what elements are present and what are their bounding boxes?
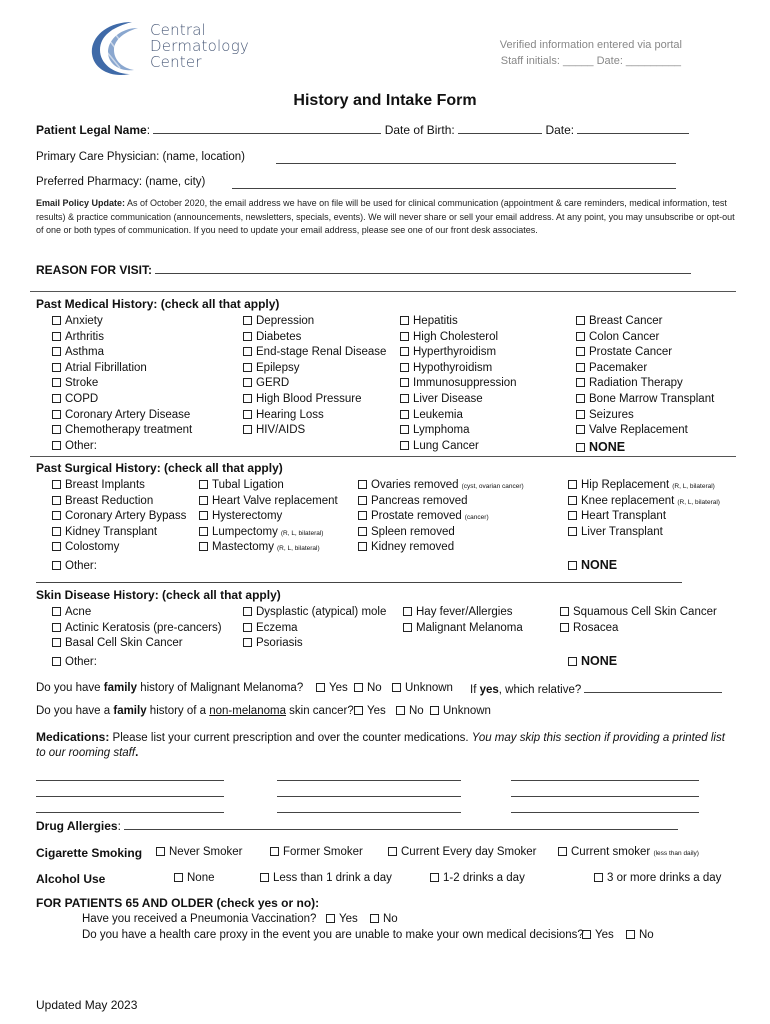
checkbox-icon[interactable] xyxy=(430,706,439,715)
checkbox-option[interactable]: Depression xyxy=(243,315,314,327)
checkbox-icon[interactable] xyxy=(52,561,61,570)
checkbox-option[interactable]: High Blood Pressure xyxy=(243,393,361,405)
checkbox-option[interactable]: Malignant Melanoma xyxy=(403,622,523,634)
checkbox-icon[interactable] xyxy=(243,394,252,403)
family-nonmelanoma-unknown[interactable]: Unknown xyxy=(430,705,491,717)
checkbox-option[interactable]: Pacemaker xyxy=(576,362,647,374)
checkbox-option[interactable]: Pancreas removed xyxy=(358,495,468,507)
checkbox-icon[interactable] xyxy=(52,607,61,616)
checkbox-icon[interactable] xyxy=(576,332,585,341)
medication-line-field[interactable] xyxy=(36,770,224,781)
checkbox-icon[interactable] xyxy=(560,607,569,616)
skin-other-option[interactable]: Other: xyxy=(52,656,97,668)
family-melanoma-question: Do you have family history of Malignant Melanoma? xyxy=(36,682,304,694)
checkbox-icon[interactable] xyxy=(392,683,401,692)
allergies-row: Drug Allergies: xyxy=(36,819,678,833)
checkbox-icon[interactable] xyxy=(358,542,367,551)
checkbox-option[interactable]: COPD xyxy=(52,393,98,405)
checkbox-icon[interactable] xyxy=(358,480,367,489)
checkbox-icon[interactable] xyxy=(358,527,367,536)
alcohol-one-two[interactable]: 1-2 drinks a day xyxy=(430,872,525,884)
checkbox-icon[interactable] xyxy=(52,496,61,505)
checkbox-option[interactable]: Acne xyxy=(52,606,91,618)
checkbox-option[interactable]: Atrial Fibrillation xyxy=(52,362,147,374)
surgical-other-field[interactable] xyxy=(36,572,682,583)
checkbox-option[interactable]: Heart Transplant xyxy=(568,510,666,522)
checkbox-icon[interactable] xyxy=(400,410,409,419)
checkbox-icon[interactable] xyxy=(243,363,252,372)
pcp-field[interactable] xyxy=(276,153,676,164)
alcohol-less-than-one[interactable]: Less than 1 drink a day xyxy=(260,872,392,884)
checkbox-icon[interactable] xyxy=(576,425,585,434)
medication-line-field[interactable] xyxy=(511,802,699,813)
alcohol-none[interactable]: None xyxy=(174,872,215,884)
checkbox-option[interactable]: Seizures xyxy=(576,409,634,421)
dob-field[interactable] xyxy=(458,123,542,134)
checkbox-icon[interactable] xyxy=(243,623,252,632)
medications-instructions: Medications: Please list your current prescription and over the counter medications. You may skip this section if providing a printed list to our rooming staff. xyxy=(36,730,725,759)
checkbox-option[interactable]: HIV/AIDS xyxy=(243,424,305,436)
checkbox-icon[interactable] xyxy=(568,657,577,666)
checkbox-icon[interactable] xyxy=(243,425,252,434)
checkbox-option[interactable]: Stroke xyxy=(52,377,98,389)
checkbox-option[interactable]: Squamous Cell Skin Cancer xyxy=(560,606,717,618)
smoking-current[interactable]: Current smoker (less than daily) xyxy=(558,846,699,858)
checkbox-icon[interactable] xyxy=(403,623,412,632)
checkbox-icon[interactable] xyxy=(52,332,61,341)
checkbox-option[interactable]: Rosacea xyxy=(560,622,618,634)
checkbox-icon[interactable] xyxy=(243,607,252,616)
medication-line-field[interactable] xyxy=(277,802,461,813)
checkbox-icon[interactable] xyxy=(52,363,61,372)
checkbox-icon[interactable] xyxy=(52,511,61,520)
checkbox-option[interactable]: Tubal Ligation xyxy=(199,479,284,491)
checkbox-icon[interactable] xyxy=(568,527,577,536)
checkbox-option[interactable]: Psoriasis xyxy=(243,637,303,649)
smoking-former[interactable]: Former Smoker xyxy=(270,846,363,858)
checkbox-icon[interactable] xyxy=(626,930,635,939)
checkbox-option[interactable]: Breast Implants xyxy=(52,479,145,491)
checkbox-option[interactable]: Ovaries removed (cyst, ovarian cancer) xyxy=(358,479,524,491)
checkbox-option[interactable]: Knee replacement (R, L, bilateral) xyxy=(568,495,720,507)
checkbox-icon[interactable] xyxy=(400,394,409,403)
checkbox-icon[interactable] xyxy=(400,347,409,356)
proxy-yes[interactable]: Yes xyxy=(582,929,614,941)
family-melanoma-yes[interactable]: Yes xyxy=(316,682,348,694)
checkbox-option[interactable]: Hay fever/Allergies xyxy=(403,606,513,618)
checkbox-icon[interactable] xyxy=(430,873,439,882)
family-nonmelanoma-yes[interactable]: Yes xyxy=(354,705,386,717)
family-nonmelanoma-question: Do you have a family history of a non-melanoma skin cancer? xyxy=(36,705,354,717)
checkbox-option[interactable]: Arthritis xyxy=(52,331,104,343)
checkbox-option[interactable]: Kidney Transplant xyxy=(52,526,157,538)
checkbox-icon[interactable] xyxy=(52,542,61,551)
checkbox-option[interactable]: Lung Cancer xyxy=(400,440,479,452)
checkbox-icon[interactable] xyxy=(576,443,585,452)
checkbox-option[interactable]: End-stage Renal Disease xyxy=(243,346,386,358)
checkbox-icon[interactable] xyxy=(400,363,409,372)
checkbox-icon[interactable] xyxy=(403,607,412,616)
divider xyxy=(30,291,736,292)
surgical-none-option[interactable]: NONE xyxy=(568,558,617,572)
checkbox-option[interactable]: Colon Cancer xyxy=(576,331,659,343)
checkbox-icon[interactable] xyxy=(388,847,397,856)
seniors-heading: FOR PATIENTS 65 AND OLDER (check yes or no): xyxy=(36,896,320,910)
checkbox-icon[interactable] xyxy=(52,527,61,536)
checkbox-icon[interactable] xyxy=(370,914,379,923)
checkbox-option[interactable]: Breast Cancer xyxy=(576,315,663,327)
medication-line-field[interactable] xyxy=(36,802,224,813)
checkbox-icon[interactable] xyxy=(52,394,61,403)
divider xyxy=(30,456,736,457)
checkbox-option[interactable]: Hyperthyroidism xyxy=(400,346,496,358)
logo-mark-icon xyxy=(86,18,150,80)
checkbox-icon[interactable] xyxy=(52,347,61,356)
checkbox-option[interactable]: Immunosuppression xyxy=(400,377,517,389)
checkbox-icon[interactable] xyxy=(243,638,252,647)
reason-label: REASON FOR VISIT: xyxy=(36,263,153,277)
checkbox-option[interactable]: GERD xyxy=(243,377,289,389)
checkbox-option[interactable]: Prostate Cancer xyxy=(576,346,672,358)
patient-name-row: Patient Legal Name: Date of Birth: Date: xyxy=(36,123,689,137)
checkbox-icon[interactable] xyxy=(199,527,208,536)
allergies-field[interactable] xyxy=(124,819,678,830)
checkbox-option[interactable]: Hysterectomy xyxy=(199,510,282,522)
checkbox-option[interactable]: Other: xyxy=(52,440,97,452)
relative-row: If yes, which relative? xyxy=(470,682,722,696)
checkbox-icon[interactable] xyxy=(52,623,61,632)
checkbox-icon[interactable] xyxy=(243,316,252,325)
checkbox-icon[interactable] xyxy=(358,496,367,505)
date-label: Date: xyxy=(545,123,575,137)
checkbox-icon[interactable] xyxy=(199,542,208,551)
checkbox-option[interactable]: High Cholesterol xyxy=(400,331,498,343)
proxy-question: Do you have a health care proxy in the event you are unable to make your own medical decisions? xyxy=(82,929,584,941)
checkbox-option[interactable]: Basal Cell Skin Cancer xyxy=(52,637,183,649)
checkbox-icon[interactable] xyxy=(582,930,591,939)
medication-line-field[interactable] xyxy=(277,770,461,781)
reason-field[interactable] xyxy=(155,263,691,274)
checkbox-icon[interactable] xyxy=(174,873,183,882)
checkbox-option[interactable]: Breast Reduction xyxy=(52,495,153,507)
checkbox-icon[interactable] xyxy=(558,847,567,856)
checkbox-icon[interactable] xyxy=(243,347,252,356)
checkbox-icon[interactable] xyxy=(576,410,585,419)
updated-date: Updated May 2023 xyxy=(36,998,138,1012)
checkbox-icon[interactable] xyxy=(400,332,409,341)
checkbox-icon[interactable] xyxy=(358,511,367,520)
family-melanoma-no[interactable]: No xyxy=(354,682,382,694)
checkbox-icon[interactable] xyxy=(326,914,335,923)
alcohol-three-plus[interactable]: 3 or more drinks a day xyxy=(594,872,721,884)
checkbox-icon[interactable] xyxy=(568,496,577,505)
checkbox-icon[interactable] xyxy=(270,847,279,856)
checkbox-option[interactable]: Heart Valve replacement xyxy=(199,495,338,507)
dob-label: Date of Birth: xyxy=(384,123,455,137)
checkbox-option[interactable]: Valve Replacement xyxy=(576,424,688,436)
checkbox-icon[interactable] xyxy=(199,511,208,520)
patient-name-field[interactable] xyxy=(153,123,381,134)
medical-history-heading: Past Medical History: (check all that apply) xyxy=(36,297,280,311)
checkbox-icon[interactable] xyxy=(576,378,585,387)
checkbox-option[interactable]: Anxiety xyxy=(52,315,103,327)
checkbox-option[interactable]: Hip Replacement (R, L, bilateral) xyxy=(568,479,715,491)
pneumonia-no[interactable]: No xyxy=(370,913,398,925)
checkbox-option[interactable]: Liver Disease xyxy=(400,393,483,405)
checkbox-option[interactable]: Radiation Therapy xyxy=(576,377,683,389)
checkbox-option[interactable]: Eczema xyxy=(243,622,298,634)
checkbox-icon[interactable] xyxy=(400,425,409,434)
relative-field[interactable] xyxy=(584,682,722,693)
smoking-label: Cigarette Smoking xyxy=(36,846,143,860)
checkbox-icon[interactable] xyxy=(156,847,165,856)
checkbox-option[interactable]: Hearing Loss xyxy=(243,409,324,421)
checkbox-option[interactable]: Asthma xyxy=(52,346,104,358)
checkbox-option[interactable]: Kidney removed xyxy=(358,541,454,553)
checkbox-icon[interactable] xyxy=(52,638,61,647)
checkbox-icon[interactable] xyxy=(354,706,363,715)
checkbox-option[interactable]: Diabetes xyxy=(243,331,301,343)
checkbox-icon[interactable] xyxy=(400,316,409,325)
checkbox-icon[interactable] xyxy=(316,683,325,692)
checkbox-option[interactable]: Dysplastic (atypical) mole xyxy=(243,606,386,618)
pharmacy-label: Preferred Pharmacy: (name, city) xyxy=(36,176,206,188)
checkbox-icon[interactable] xyxy=(52,441,61,450)
checkbox-icon[interactable] xyxy=(243,410,252,419)
checkbox-icon[interactable] xyxy=(52,425,61,434)
checkbox-option[interactable]: Prostate removed (cancer) xyxy=(358,510,489,522)
checkbox-option[interactable]: Leukemia xyxy=(400,409,463,421)
checkbox-option[interactable]: Hypothyroidism xyxy=(400,362,492,374)
checkbox-icon[interactable] xyxy=(576,394,585,403)
checkbox-icon[interactable] xyxy=(52,410,61,419)
smoking-everyday[interactable]: Current Every day Smoker xyxy=(388,846,537,858)
staff-verification: Verified information entered via portal Staff initials: _____ Date: _________ xyxy=(499,39,682,67)
smoking-never[interactable]: Never Smoker xyxy=(156,846,243,858)
medication-line-field[interactable] xyxy=(36,786,224,797)
reason-row xyxy=(36,263,691,277)
checkbox-option[interactable]: Hepatitis xyxy=(400,315,458,327)
checkbox-option[interactable]: Actinic Keratosis (pre-cancers) xyxy=(52,622,222,634)
alcohol-label: Alcohol Use xyxy=(36,872,106,886)
checkbox-option[interactable]: Epilepsy xyxy=(243,362,299,374)
checkbox-option[interactable]: Coronary Artery Bypass xyxy=(52,510,186,522)
checkbox-icon[interactable] xyxy=(199,480,208,489)
skin-history-heading: Skin Disease History: (check all that apply) xyxy=(36,588,281,602)
checkbox-icon[interactable] xyxy=(354,683,363,692)
checkbox-icon[interactable] xyxy=(576,316,585,325)
patient-name-label: Patient Legal Name xyxy=(36,123,147,137)
checkbox-icon[interactable] xyxy=(594,873,603,882)
checkbox-icon[interactable] xyxy=(243,378,252,387)
checkbox-icon[interactable] xyxy=(260,873,269,882)
medication-line-field[interactable] xyxy=(277,786,461,797)
checkbox-icon[interactable] xyxy=(396,706,405,715)
checkbox-icon[interactable] xyxy=(568,561,577,570)
checkbox-icon[interactable] xyxy=(243,332,252,341)
family-melanoma-unknown[interactable]: Unknown xyxy=(392,682,453,694)
checkbox-option[interactable]: Chemotherapy treatment xyxy=(52,424,192,436)
skin-none-option[interactable]: NONE xyxy=(568,654,617,668)
checkbox-option[interactable]: Spleen removed xyxy=(358,526,455,538)
pneumonia-yes[interactable]: Yes xyxy=(326,913,358,925)
family-nonmelanoma-no[interactable]: No xyxy=(396,705,424,717)
surgical-other-option[interactable]: Other: xyxy=(52,560,97,572)
checkbox-icon[interactable] xyxy=(52,316,61,325)
pneumonia-question: Have you received a Pneumonia Vaccination? xyxy=(82,913,317,925)
checkbox-icon[interactable] xyxy=(576,347,585,356)
checkbox-icon[interactable] xyxy=(568,511,577,520)
checkbox-option[interactable]: Colostomy xyxy=(52,541,119,553)
checkbox-icon[interactable] xyxy=(400,378,409,387)
surgical-history-heading: Past Surgical History: (check all that apply) xyxy=(36,461,283,475)
clinic-logo-text: Central Dermatology Center xyxy=(150,21,249,71)
checkbox-option[interactable]: Liver Transplant xyxy=(568,526,663,538)
email-policy: Email Policy Update: As of October 2020, the email address we have on file will be used for clinical communication (appointment & care reminders, medical information, test results) & practice communication (announcements, newsletters, specials, events). We will never share or sell your email address. At any point, you may unsubscribe or opt-out of one or both types of communication. If you need to update your email address, please see one of our front desk associates. xyxy=(36,198,735,235)
medication-line-field[interactable] xyxy=(511,770,699,781)
form-title: History and Intake Form xyxy=(293,92,477,109)
checkbox-icon[interactable] xyxy=(52,657,61,666)
checkbox-icon[interactable] xyxy=(560,623,569,632)
checkbox-option[interactable]: Bone Marrow Transplant xyxy=(576,393,714,405)
date-field[interactable] xyxy=(577,123,689,134)
checkbox-icon[interactable] xyxy=(400,441,409,450)
checkbox-icon[interactable] xyxy=(52,480,61,489)
medical-none-option[interactable]: NONE xyxy=(576,440,625,454)
checkbox-icon[interactable] xyxy=(568,480,577,489)
medication-line-field[interactable] xyxy=(511,786,699,797)
checkbox-option[interactable]: Lumpectomy (R, L, bilateral) xyxy=(199,526,323,538)
checkbox-icon[interactable] xyxy=(576,363,585,372)
checkbox-icon[interactable] xyxy=(52,378,61,387)
checkbox-icon[interactable] xyxy=(199,496,208,505)
proxy-no[interactable]: No xyxy=(626,929,654,941)
checkbox-option[interactable]: Lymphoma xyxy=(400,424,469,436)
checkbox-option[interactable]: Coronary Artery Disease xyxy=(52,409,190,421)
checkbox-option[interactable]: Mastectomy (R, L, bilateral) xyxy=(199,541,320,553)
pharmacy-field[interactable] xyxy=(232,178,676,189)
pcp-label: Primary Care Physician: (name, location) xyxy=(36,151,245,163)
